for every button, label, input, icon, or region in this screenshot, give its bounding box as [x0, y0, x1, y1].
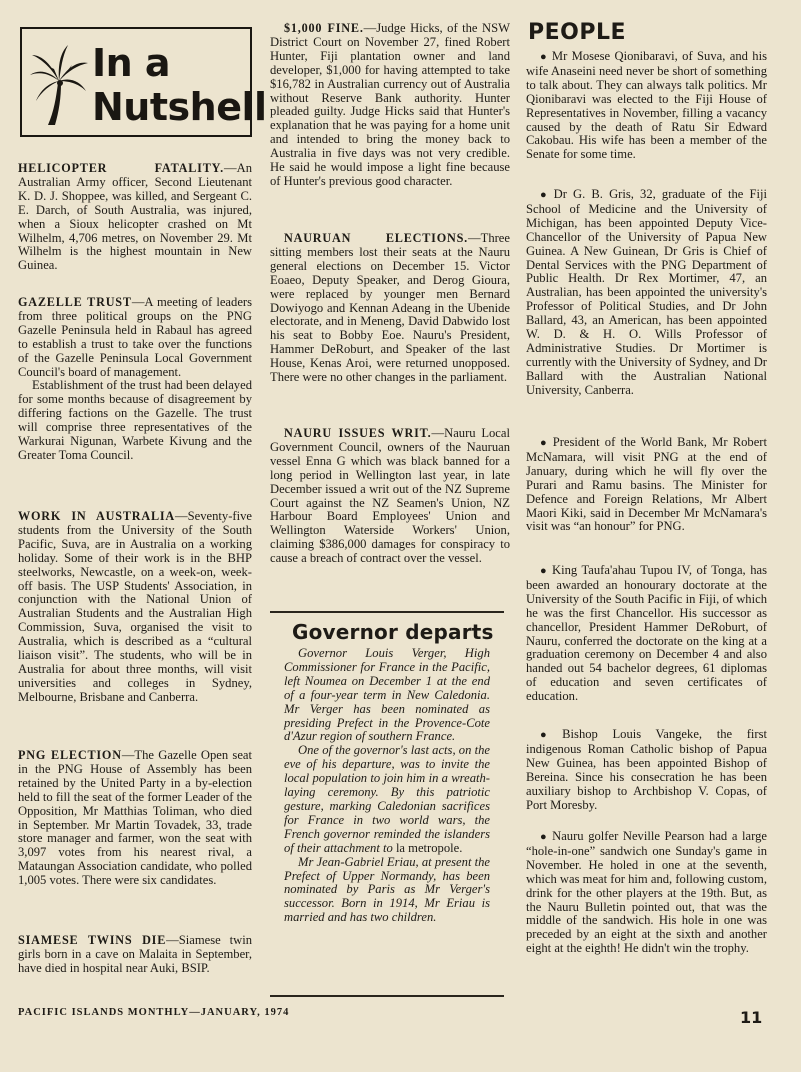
divider	[270, 611, 504, 613]
bullet-icon: ●	[540, 831, 549, 843]
bullet-icon: ●	[540, 189, 550, 201]
governor-departs-title: Governor departs	[292, 620, 494, 644]
people-item	[526, 830, 767, 956]
article-body: Establishment of the trust had been delayed for some months because of disagreement by differing factions on the Gazelle. The trust will comprise three representatives of the Warkurai Nigunan, Warbete Kivung and the Greater Toma Council.	[18, 378, 252, 462]
article-work-in-australia	[18, 510, 252, 705]
article-body: —Nauru Local Government Council, owners of the Nauruan vessel Enna G which was black banned for a long period in Wellington last year, in late December issued a writ out of the NZ Supreme Court against the NZ Seamen's Union, NZ Harbour Board Employees' Union and Wellington Waterside Workers' Union, claiming $386,000 damages for conspiracy to cause a breach of contract over the vessel.	[270, 426, 510, 566]
article-head: $1,000 FINE.	[284, 21, 364, 35]
people-item	[526, 188, 767, 398]
palm-tree-icon	[28, 43, 90, 127]
article-head: GAZELLE TRUST	[18, 295, 132, 309]
article-nauru-writ	[270, 427, 510, 566]
article-body: —The Gazelle Open seat in the PNG House of Assembly has been retained by the United Party in a by-election held to fill the seat of the former Leader of the Opposition, Mr Matthias Toliman, who died in September. Mr Martin Tovadek, 33, trade store manager and farmer, won the seat with 3,097 votes from his nearest rival, a Mataungan Association candidate, who polled 1,005 votes. There were six candidates.	[18, 748, 252, 888]
bullet-icon: ●	[540, 729, 559, 741]
article-gazelle-trust	[18, 296, 252, 463]
article-body: One of the governor's last acts, on the eve of his departure, was to invite the local population to join him in a wreath-laying ceremony. By this patriotic gesture, marking Caledonian sacrifices for France in two world wars, the French governor reminded the islanders of their attachment to	[284, 743, 490, 855]
article-body: —A meeting of leaders from three political groups on the PNG Gazelle Peninsula held in Rabaul has agreed to establish a trust to take over the functions of the Gazelle Peninsula Local Government Council's board of management.	[18, 295, 253, 379]
article-helicopter	[18, 162, 252, 273]
article-head: SIAMESE TWINS DIE	[18, 933, 167, 947]
bullet-icon: ●	[540, 437, 549, 449]
article-body: —Seventy-five students from the University of the South Pacific, Suva, are in Australia on a working holiday. Some of their work is in the BHP steelworks, Newcastle, on a week-on, week-off basis. The USP Students' Association, in conjunction with the National Union of Australian Students and the Australian High Commission, Suva, organised the visit to Australia, which is described as a “cultural liaison visit”. The students, who will be in Australia for about three months, will visit universities and colleges in Sydney, Melbourne, Brisbane and Canberra.	[18, 509, 252, 704]
article-body: —Three sitting members lost their seats at the Nauru general elections on December 15. Victor Eoaeo, Deputy Speaker, and Derog Gioura, were replaced by younger men Bernard Dowiyogo and Kennan Adeang in the Ubenide electorate, and in Meneng, David Dabwido lost his seat to Bobby Eoe. Nauru's President, Hammer DeRoburt, and Speaker of the last House, Kenas Aroi, were returned unopposed. There were no other changes in the parliament.	[270, 231, 510, 385]
people-item	[526, 50, 767, 162]
nutshell-title-line2: Nutshell	[92, 85, 267, 129]
article-nauruan-elections	[270, 232, 510, 385]
article-fine	[270, 22, 510, 189]
article-head: HELICOPTER FATALITY.	[18, 161, 224, 175]
divider	[270, 995, 504, 997]
article-head: NAURUAN ELECTIONS.	[284, 231, 469, 245]
people-item	[526, 564, 767, 704]
article-body: Mr Jean-Gabriel Eriau, at present the Prefect of Upper Normandy, has been nominated by Paris as Mr Verger's successor. Born in 1914, Mr Eriau is married and has two children.	[284, 854, 490, 925]
article-body: —An Australian Army officer, Second Lieutenant K. D. J. Shoppee, was killed, and Sergeant C. E. Darch, of South Australia, was injured, when a Sioux helicopter crashed on Mt Wilhelm, 4,706 metres, on November 29. Mt Wilhelm is the highest mountain in New Guinea.	[18, 161, 252, 273]
article-body: —Judge Hicks, of the NSW District Court on November 27, fined Robert Hunter, Fiji plantation owner and land developer, $1,000 for having attempted to take $16,782 in Australian currency out of Australia without Reserve Bank authority. Hunter pleaded guilty. Judge Hicks said that Hunter's explanation that he was paying for a home unit and intended to bring the money back to Australia in five days was not very credible. He said he would impose a light fine because of Hunter's previous good character.	[270, 21, 510, 188]
article-head: PNG ELECTION	[18, 748, 122, 762]
nutshell-title-line1: In a	[92, 41, 171, 85]
article-png-election	[18, 749, 252, 888]
article-body: la metropole.	[395, 840, 463, 855]
people-item-text: Dr G. B. Gris, 32, graduate of the Fiji School of Medicine and the University of Michigan, has been appointed Deputy Vice-Chancellor of the University of Papua New Guinea. A New Guinean, Dr Gris is Chief of Dental Services with the PNG Department of Public Health. Dr Rex Mortimer, 47, an Australian, has been appointed the university's Professor of Political Studies, and Dr John Ballard, 43, an American, has been appointed W. D. & H. O. Wills Professor of Administrative Studies. Dr Mortimer is currently with the University of Sydney, and Dr Ballard with the Australian National University, Canberra.	[526, 187, 767, 397]
people-item-text: Mr Mosese Qionibaravi, of Suva, and his wife Anaseini need never be short of something to talk about. They can always talk politics. Mr Qionibaravi was elected to the Fiji House of Representatives in November, filling a vacancy caused by the death of Ratu Sir Edward Cakobau. His wife has been a member of the Senate for some time.	[526, 49, 767, 162]
article-head: WORK IN AUSTRALIA	[18, 509, 176, 523]
page-footer: PACIFIC ISLANDS MONTHLY—JANUARY, 1974	[18, 1007, 290, 1018]
nutshell-title	[92, 41, 267, 129]
bullet-icon: ●	[540, 51, 548, 63]
people-item	[526, 728, 767, 812]
in-a-nutshell-logo	[20, 27, 267, 137]
people-item	[526, 436, 767, 534]
article-body: —Siamese twin girls born in a cave on Malaita in September, have died in hospital near Auki, BSIP.	[18, 933, 252, 975]
article-governor-departs	[284, 647, 490, 925]
page-number: 11	[740, 1008, 763, 1027]
people-item-text: President of the World Bank, Mr Robert McNamara, will visit PNG at the end of January, during which he will fly over the Purari and Ramu basins. The Minister for Defence and Foreign Relations, Mr Albert Maori Kiki, said in December Mr McNamara's visit was “an honour” for PNG.	[526, 435, 767, 534]
people-item-text: Bishop Louis Vangeke, the first indigenous Roman Catholic bishop of Papua New Guinea, has been appointed Bishop of Bereina. Since his consecration he has been auxiliary bishop to Archbishop V. Copas, of Port Moresby.	[526, 727, 767, 812]
article-body: Governor Louis Verger, High Commissioner for France in the Pacific, left Noumea on December 1 at the end of a four-year term in New Caledonia. Mr Verger has been nominated as presiding Prefect in the Provence-Cote d'Azur region of southern France.	[284, 646, 490, 744]
people-item-text: Nauru golfer Neville Pearson had a large “hole-in-one” sandwich one Sunday's game in November. He holed in one at the seventh, which was meat for him and, following custom, drink for the other players at the 19th. But, as the Nauru Bulletin pointed out, that was the middle of the sandwich. His hole in one was preceded by an eight at the sixth and another eight at the eighth! He didn't win the trophy.	[526, 829, 767, 956]
article-siamese-twins	[18, 934, 252, 976]
article-head: NAURU ISSUES WRIT.	[284, 426, 432, 440]
people-title: PEOPLE	[528, 20, 627, 45]
bullet-icon: ●	[540, 565, 548, 577]
people-item-text: King Taufa'ahau Tupou IV, of Tonga, has been awarded an honourary doctorate at the University of the South Pacific in Fiji, of which he was the first Chancellor. His successor as chancellor, President Hammer DeRoburt, of Nauru, conferred the doctorate on the king at a graduation ceremony on December 4 and also handed out 54 bachelor degrees, 61 diplomas of education and seven certificates of education.	[526, 563, 767, 704]
